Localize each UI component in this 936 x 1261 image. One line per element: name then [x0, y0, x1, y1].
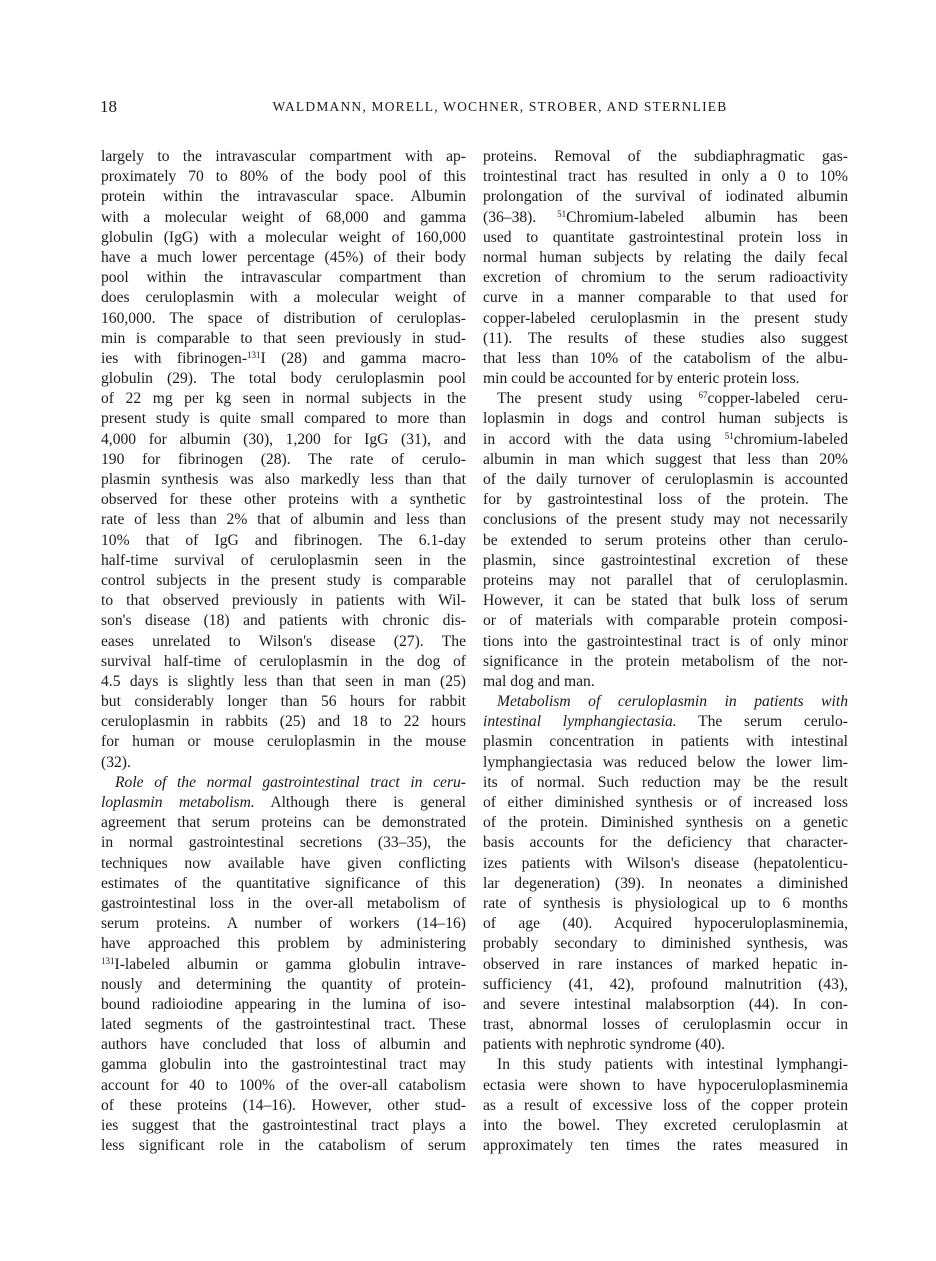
text-line	[483, 369, 848, 389]
text-line	[101, 591, 466, 611]
text-run: agreement that serum proteins can be demonstrated	[101, 814, 466, 832]
text-run: of 22 mg per kg seen in normal subjects in the	[101, 390, 466, 408]
text-run: (11). The results of these studies also suggest	[483, 329, 848, 347]
text-line	[483, 1055, 848, 1075]
text-run: basis accounts for the deficiency that character-	[483, 834, 848, 852]
text-run: mal dog and man.	[483, 672, 595, 690]
text-run: protein within the intravascular space. Albumin	[101, 188, 466, 206]
text-line	[101, 1136, 466, 1156]
text-line	[101, 1076, 466, 1096]
left-column	[101, 147, 466, 1156]
text-line	[483, 955, 848, 975]
text-run: significance in the protein metabolism of the nor-	[483, 652, 848, 670]
text-line	[483, 1096, 848, 1116]
text-line	[101, 652, 466, 672]
text-line	[101, 632, 466, 652]
text-run: control subjects in the present study is comparable	[101, 571, 466, 589]
text-line	[483, 510, 848, 530]
text-run: conclusions of the present study may not necessarily	[483, 511, 848, 529]
text-line	[101, 975, 466, 995]
text-line	[101, 1035, 466, 1055]
text-run: loplasmin in dogs and control human subjects is	[483, 410, 848, 428]
section-heading-italic: loplasmin metabolism.	[101, 794, 255, 811]
text-line	[483, 894, 848, 914]
text-line	[101, 571, 466, 591]
text-line	[483, 591, 848, 611]
text-line	[483, 147, 848, 167]
text-line	[101, 854, 466, 874]
text-run: in normal gastrointestinal secretions (33–35), the	[101, 834, 466, 852]
right-column	[483, 147, 848, 1156]
isotope-superscript: 67	[698, 390, 708, 401]
text-run: present study is quite small compared to more than	[101, 410, 466, 428]
text-run: 10% that of IgG and fibrinogen. The 6.1-day	[101, 531, 466, 549]
text-run: authors have concluded that loss of albumin and	[101, 1036, 466, 1054]
text-run: for by gastrointestinal loss of the protein. The	[483, 491, 848, 509]
text-run: albumin in man which suggest that less than 20%	[483, 450, 848, 468]
text-line	[101, 1096, 466, 1116]
text-line	[101, 208, 466, 228]
text-line	[101, 389, 466, 409]
text-run: chromium-labeled	[733, 430, 848, 448]
text-line	[483, 1136, 848, 1156]
text-run: sufficiency (41, 42), profound malnutrition (43),	[483, 975, 848, 993]
text-line	[101, 268, 466, 288]
text-run: copper-labeled ceru-	[707, 390, 848, 408]
text-run: be extended to serum proteins other than cerulo-	[483, 531, 848, 549]
text-line	[483, 652, 848, 672]
text-run: used to quantitate gastrointestinal protein loss in	[483, 228, 848, 246]
text-line	[483, 712, 848, 732]
text-line	[101, 450, 466, 470]
text-run: trast, abnormal losses of ceruloplasmin occur in	[483, 1016, 848, 1034]
text-run: probably secondary to diminished synthesis, was	[483, 935, 848, 953]
text-line	[483, 1116, 848, 1136]
text-line	[101, 288, 466, 308]
text-run: patients with nephrotic syndrome (40).	[483, 1036, 726, 1054]
text-line	[101, 430, 466, 450]
text-run: 4.5 days is slightly less than that seen in man (25)	[101, 672, 466, 690]
text-line	[483, 551, 848, 571]
text-run: rate of synthesis is physiological up to 6 months	[483, 894, 848, 912]
text-line	[483, 753, 848, 773]
text-run: min is comparable to that seen previously in stud-	[101, 329, 466, 347]
text-line	[483, 854, 848, 874]
text-line	[101, 672, 466, 692]
text-line	[483, 571, 848, 591]
text-run: I-labeled albumin or gamma globulin intrave-	[114, 955, 466, 973]
text-line	[483, 309, 848, 329]
text-line	[483, 450, 848, 470]
text-line	[101, 611, 466, 631]
text-line	[101, 1055, 466, 1075]
text-run: bound radioiodine appearing in the lumina of iso-	[101, 995, 466, 1013]
text-run: son's disease (18) and patients with chronic dis-	[101, 612, 466, 630]
text-run: Chromium-labeled albumin has been	[566, 208, 848, 226]
text-line	[483, 692, 848, 712]
text-line	[101, 793, 466, 813]
text-run: (32).	[101, 753, 131, 771]
text-line	[483, 329, 848, 349]
text-run: and severe intestinal malabsorption (44). In con-	[483, 995, 848, 1013]
section-heading-italic: intestinal lymphangiectasia.	[483, 713, 677, 731]
text-line	[483, 813, 848, 833]
text-run: I (28) and gamma macro-	[260, 349, 466, 367]
text-run: curve in a manner comparable to that used for	[483, 289, 848, 307]
text-line	[483, 1035, 848, 1055]
text-run: proximately 70 to 80% of the body pool of this	[101, 168, 466, 186]
text-line	[483, 288, 848, 308]
text-run: izes patients with Wilson's disease (hepatolenticu-	[483, 854, 848, 872]
text-run: into the bowel. They excreted ceruloplasmin at	[483, 1117, 848, 1134]
isotope-superscript: 51	[724, 430, 734, 441]
text-run: or of materials with comparable protein composi-	[483, 612, 848, 630]
text-line	[101, 167, 466, 187]
text-run: rate of less than 2% that of albumin and less than	[101, 511, 466, 529]
text-run: with a molecular weight of 68,000 and gamma	[101, 208, 466, 226]
text-line	[483, 1015, 848, 1035]
text-run: ies suggest that the gastrointestinal tract plays a	[101, 1117, 466, 1134]
text-line	[483, 531, 848, 551]
text-run: ies with fibrinogen-	[101, 349, 248, 367]
text-run: copper-labeled ceruloplasmin in the present study	[483, 309, 848, 327]
text-run: gamma globulin into the gastrointestinal tract may	[101, 1056, 466, 1074]
text-line	[101, 531, 466, 551]
text-line	[483, 187, 848, 207]
text-line	[483, 349, 848, 369]
text-line	[483, 430, 848, 450]
text-line	[101, 147, 466, 167]
text-run: does ceruloplasmin with a molecular weight of	[101, 289, 466, 307]
text-run: In this study patients with intestinal lymphangi-	[497, 1056, 848, 1074]
text-run: pool within the intravascular compartment than	[101, 269, 466, 287]
text-run: However, it can be stated that bulk loss of serum	[483, 592, 848, 610]
section-heading-italic: Role of the normal gastrointestinal tract in ceru-	[115, 773, 466, 791]
text-run: globulin (IgG) with a molecular weight of 160,000	[101, 228, 466, 246]
text-run: 160,000. The space of distribution of ceruloplas-	[101, 309, 466, 327]
text-run: 4,000 for albumin (30), 1,200 for IgG (31), and	[101, 430, 466, 448]
text-run: trointestinal tract has resulted in only a 0 to 10%	[483, 168, 848, 186]
text-line	[101, 349, 466, 369]
text-line	[483, 833, 848, 853]
text-line	[483, 208, 848, 228]
text-run: observed for these other proteins with a synthetic	[101, 491, 466, 509]
text-line	[101, 1116, 466, 1136]
text-run: largely to the intravascular compartment with ap-	[101, 148, 466, 165]
text-line	[483, 874, 848, 894]
text-run: estimates of the quantitative significance of this	[101, 874, 466, 892]
text-run: gastrointestinal loss in the over-all metabolism of	[101, 894, 466, 912]
text-run: techniques now available have given conflicting	[101, 854, 466, 872]
text-run: of the daily turnover of ceruloplasmin is accounted	[483, 471, 848, 488]
text-line	[101, 914, 466, 934]
text-run: plasmin, since gastrointestinal excretion of these	[483, 551, 848, 569]
isotope-superscript: 51	[557, 208, 567, 219]
text-line	[483, 389, 848, 409]
isotope-superscript: 131	[101, 955, 115, 966]
text-line	[101, 955, 466, 975]
text-run: proteins may not parallel that of ceruloplasmin.	[483, 571, 848, 589]
text-run: lymphangiectasia was reduced below the lower lim-	[483, 753, 848, 771]
text-line	[101, 773, 466, 793]
text-run: have a much lower percentage (45%) of their body	[101, 248, 466, 266]
text-line	[101, 309, 466, 329]
text-run: min could be accounted for by enteric protein loss.	[483, 370, 800, 388]
text-line	[101, 732, 466, 752]
text-run: observed in rare instances of marked hepatic in-	[483, 955, 848, 973]
text-run: in accord with the data using	[483, 430, 725, 448]
text-run: for human or mouse ceruloplasmin in the mouse	[101, 733, 466, 751]
page-number: 18	[100, 97, 117, 116]
text-run: of the protein. Diminished synthesis on a genetic	[483, 814, 848, 832]
text-line	[101, 470, 466, 490]
text-run: normal human subjects by relating the daily fecal	[483, 248, 848, 266]
text-run: proteins. Removal of the subdiaphragmatic gas-	[483, 148, 848, 165]
isotope-superscript: 131	[247, 349, 261, 360]
text-line	[101, 813, 466, 833]
text-line	[101, 753, 466, 773]
text-line	[483, 228, 848, 248]
text-run: ceruloplasmin in rabbits (25) and 18 to 22 hours	[101, 713, 466, 731]
text-line	[101, 692, 466, 712]
text-line	[101, 490, 466, 510]
text-run: of age (40). Acquired hypoceruloplasminemia,	[483, 915, 848, 933]
text-run: plasmin synthesis was also markedly less than that	[101, 471, 466, 488]
text-line	[101, 409, 466, 429]
text-line	[483, 611, 848, 631]
text-line	[101, 874, 466, 894]
text-run: as a result of excessive loss of the copper protein	[483, 1096, 848, 1114]
text-line	[483, 490, 848, 510]
text-line	[483, 248, 848, 268]
text-line	[483, 934, 848, 954]
text-line	[101, 228, 466, 248]
text-run: that less than 10% of the catabolism of the albu-	[483, 349, 848, 367]
text-line	[483, 268, 848, 288]
text-run: survival half-time of ceruloplasmin in the dog of	[101, 652, 466, 670]
section-heading-italic: Metabolism of ceruloplasmin in patients with	[497, 693, 848, 711]
text-line	[101, 995, 466, 1015]
text-run: lar degeneration) (39). In neonates a diminished	[483, 874, 848, 892]
text-run: of either diminished synthesis or of increased loss	[483, 794, 848, 811]
text-line	[101, 894, 466, 914]
text-line	[483, 1076, 848, 1096]
text-run: its of normal. Such reduction may be the result	[483, 773, 848, 791]
text-line	[483, 732, 848, 752]
running-header: WALDMANN, MORELL, WOCHNER, STROBER, AND STERNLIEB	[272, 99, 728, 114]
text-run: (36–38).	[483, 208, 558, 226]
text-line	[101, 510, 466, 530]
text-run: but considerably longer than 56 hours for rabbit	[101, 693, 466, 711]
text-run: eases unrelated to Wilson's disease (27). The	[101, 632, 466, 650]
text-run: ectasia were shown to have hypoceruloplasminemia	[483, 1076, 848, 1094]
text-line	[483, 995, 848, 1015]
text-line	[101, 248, 466, 268]
text-line	[101, 187, 466, 207]
text-line	[483, 914, 848, 934]
text-line	[483, 167, 848, 187]
text-run: less significant role in the catabolism of serum	[101, 1137, 466, 1155]
text-run: plasmin concentration in patients with intestinal	[483, 733, 848, 751]
text-line	[483, 632, 848, 652]
text-run: half-time survival of ceruloplasmin seen in the	[101, 551, 466, 569]
text-run: prolongation of the survival of iodinated albumin	[483, 188, 848, 206]
text-run: serum proteins. A number of workers (14–16)	[101, 915, 466, 933]
text-run: The serum cerulo-	[676, 713, 849, 731]
text-run: have approached this problem by administering	[101, 935, 466, 953]
text-run: approximately ten times the rates measured in	[483, 1137, 848, 1155]
text-line	[483, 672, 848, 692]
text-line	[101, 934, 466, 954]
text-line	[101, 369, 466, 389]
text-run: excretion of chromium to the serum radioactivity	[483, 269, 848, 287]
text-run: tions into the gastrointestinal tract is of only minor	[483, 632, 848, 650]
text-line	[101, 833, 466, 853]
text-run: 190 for fibrinogen (28). The rate of cerulo-	[101, 450, 466, 468]
text-line	[483, 470, 848, 490]
text-line	[101, 1015, 466, 1035]
text-line	[101, 712, 466, 732]
text-run: to that observed previously in patients with Wil-	[101, 592, 466, 610]
text-line	[483, 793, 848, 813]
text-line	[101, 329, 466, 349]
text-run: of these proteins (14–16). However, other stud-	[101, 1096, 466, 1114]
text-line	[483, 409, 848, 429]
text-line	[483, 975, 848, 995]
text-line	[483, 773, 848, 793]
text-run: nously and determining the quantity of protein-	[101, 975, 466, 993]
text-run: The present study using	[497, 390, 699, 408]
text-run: lated segments of the gastrointestinal tract. These	[101, 1016, 466, 1034]
text-run: Although there is general	[254, 794, 466, 811]
text-run: globulin (29). The total body ceruloplasmin pool	[101, 370, 466, 388]
text-line	[101, 551, 466, 571]
text-run: account for 40 to 100% of the over-all catabolism	[101, 1076, 466, 1094]
